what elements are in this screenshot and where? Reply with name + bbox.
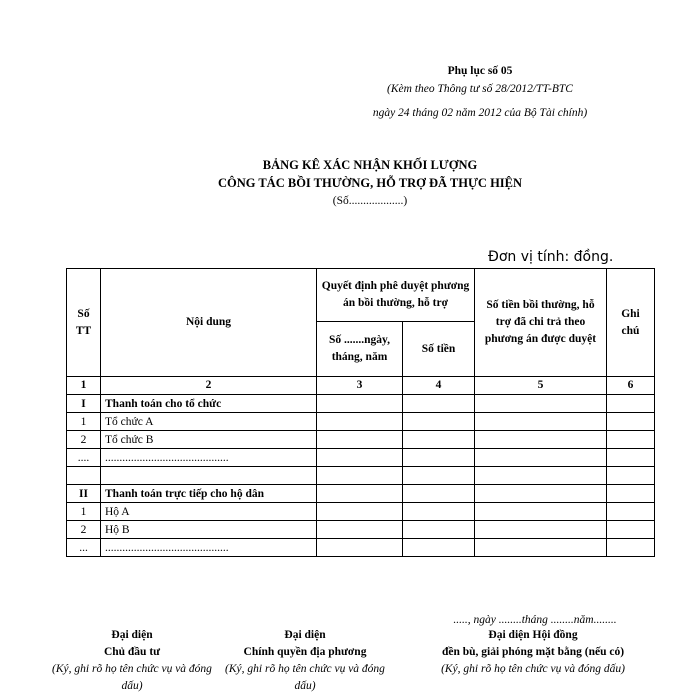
header-stt: Số TT (67, 269, 101, 377)
document-title (150, 156, 590, 210)
document-number: (Số...................) (332, 195, 408, 207)
title-line-1: BẢNG KÊ XÁC NHẬN KHỐI LƯỢNG (262, 158, 478, 172)
row-cell-empty (475, 395, 607, 413)
row-cell-empty (317, 413, 403, 431)
row-cell-empty (317, 503, 403, 521)
row-cell-empty (317, 395, 403, 413)
signature-council (408, 627, 658, 678)
signature-role-name: Chủ đầu tư (103, 646, 161, 658)
row-cell-empty (317, 449, 403, 467)
row-content (101, 467, 317, 485)
row-cell-empty (475, 521, 607, 539)
row-content: ........................................... (101, 449, 317, 467)
row-stt: .... (67, 449, 101, 467)
row-content: Tổ chức A (101, 413, 317, 431)
col-number: 3 (317, 377, 403, 395)
row-cell-empty (475, 413, 607, 431)
row-cell-empty (475, 449, 607, 467)
row-cell-empty (475, 503, 607, 521)
signature-note: (Ký, ghi rõ họ tên chức vụ và đóng dấu) (52, 663, 212, 692)
table-row (67, 539, 655, 557)
table-row (67, 485, 655, 503)
table-row (67, 449, 655, 467)
row-cell-empty (607, 395, 655, 413)
col-number: 4 (403, 377, 475, 395)
appendix-title: Phụ lục số 05 (447, 65, 513, 77)
row-stt: 1 (67, 413, 101, 431)
row-stt: II (67, 485, 101, 503)
date-line-text: ....., ngày ........tháng ........năm........ (453, 614, 617, 626)
col-number: 2 (101, 377, 317, 395)
row-stt: 1 (67, 503, 101, 521)
row-cell-empty (403, 467, 475, 485)
appendix-reference-date: ngày 24 tháng 02 năm 2012 của Bộ Tài chính) (372, 107, 588, 119)
row-cell-empty (607, 449, 655, 467)
row-cell-empty (475, 467, 607, 485)
row-cell-empty (607, 503, 655, 521)
header-decision-amount: Số tiền (403, 322, 475, 377)
header-content: Nội dung (101, 269, 317, 377)
title-line-2: CÔNG TÁC BỒI THƯỜNG, HỖ TRỢ ĐÃ THỰC HIỆN (217, 176, 523, 190)
signature-role-name: Chính quyền địa phương (243, 646, 367, 658)
row-cell-empty (317, 539, 403, 557)
confirmation-table (66, 268, 655, 557)
signature-note: (Ký, ghi rõ họ tên chức vụ và đóng dấu) (225, 663, 385, 692)
row-stt: ... (67, 539, 101, 557)
row-cell-empty (607, 467, 655, 485)
row-cell-empty (475, 539, 607, 557)
row-cell-empty (403, 539, 475, 557)
row-content: Thanh toán cho tổ chức (101, 395, 317, 413)
row-cell-empty (403, 413, 475, 431)
row-cell-empty (403, 449, 475, 467)
row-cell-empty (607, 431, 655, 449)
appendix-header (360, 62, 600, 122)
signature-local-government (220, 627, 390, 695)
row-content: Hộ B (101, 521, 317, 539)
appendix-reference: (Kèm theo Thông tư số 28/2012/TT-BTC (387, 83, 573, 95)
header-decision-number-date: Số .......ngày, tháng, năm (317, 322, 403, 377)
col-number: 5 (475, 377, 607, 395)
table-row (67, 395, 655, 413)
row-cell-empty (403, 485, 475, 503)
row-content: Hộ A (101, 503, 317, 521)
row-cell-empty (403, 431, 475, 449)
row-cell-empty (403, 395, 475, 413)
row-cell-empty (317, 485, 403, 503)
row-cell-empty (607, 521, 655, 539)
row-cell-empty (607, 485, 655, 503)
col-number: 1 (67, 377, 101, 395)
row-stt: 2 (67, 521, 101, 539)
unit-label: Đơn vị tính: đồng. (488, 249, 614, 265)
header-decision: Quyết định phê duyệt phương án bồi thường, hỗ trợ (317, 269, 475, 322)
row-stt: 2 (67, 431, 101, 449)
table-row (67, 521, 655, 539)
row-cell-empty (607, 539, 655, 557)
row-cell-empty (403, 503, 475, 521)
header-note: Ghi chú (607, 269, 655, 377)
row-content: Thanh toán trực tiếp cho hộ dân (101, 485, 317, 503)
table-row (67, 467, 655, 485)
row-cell-empty (317, 467, 403, 485)
signature-note: (Ký, ghi rõ họ tên chức vụ và đóng dấu) (441, 663, 625, 675)
row-cell-empty (475, 485, 607, 503)
row-stt: I (67, 395, 101, 413)
signature-role-name: đền bù, giải phóng mặt bằng (nếu có) (441, 646, 625, 658)
column-number-row (67, 377, 655, 395)
table-row (67, 413, 655, 431)
col-number: 6 (607, 377, 655, 395)
header-paid-amount: Số tiền bồi thường, hỗ trợ đã chi trả theo phương án được duyệt (475, 269, 607, 377)
row-content: ........................................... (101, 539, 317, 557)
signature-role: Đại diện Hội đồng (488, 629, 578, 641)
row-cell-empty (475, 431, 607, 449)
signature-role: Đại diện (111, 629, 153, 641)
row-cell-empty (607, 413, 655, 431)
signature-investor (52, 627, 212, 695)
table-row (67, 503, 655, 521)
row-cell-empty (403, 521, 475, 539)
row-content: Tổ chức B (101, 431, 317, 449)
signature-role: Đại diện (284, 629, 326, 641)
row-cell-empty (317, 431, 403, 449)
row-stt (67, 467, 101, 485)
row-cell-empty (317, 521, 403, 539)
table-row (67, 431, 655, 449)
